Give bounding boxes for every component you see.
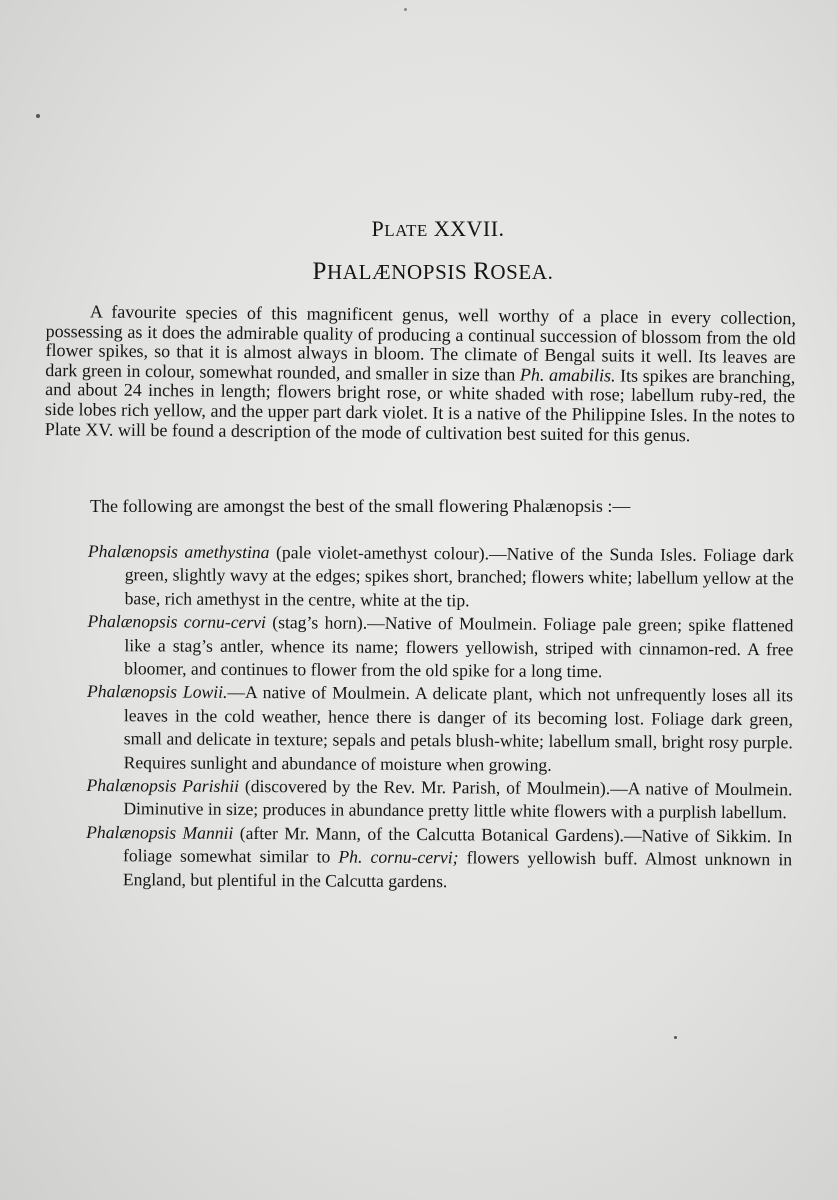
list-lead-line: The following are amongst the best of the small flowering Phalænopsis :— — [90, 496, 631, 516]
species-name: Phalænopsis Mannii — [86, 821, 234, 843]
species-name: Phalænopsis amethystina — [87, 541, 270, 563]
plate-number: XXVII. — [433, 216, 505, 241]
species-name: Phalænopsis Lowii. — [87, 681, 228, 703]
species-heading-initial-2: R — [473, 258, 491, 285]
list-item — [87, 680, 794, 778]
paper-speck — [674, 1036, 677, 1039]
paper-speck — [36, 114, 40, 118]
species-italic-reference: Ph. cornu-cervi; — [338, 846, 459, 868]
plate-heading-initial: P — [371, 216, 385, 241]
list-item — [86, 774, 792, 825]
intro-text-rest: Its spikes are branching, and about 24 inches in length; flowers bright rose, or white shaded with rose; labellum ruby-red, the side lobes rich yellow, and the upper part dark violet. It is a native of the Philippine Isles. In the notes to Plate XV. will be found a description of the mode of cultivation best suited for this genus. — [44, 365, 796, 445]
intro-section — [45, 302, 796, 446]
species-description: (stag’s horn).—Native of Moulmein. Foliage pale green; spike flattened like a stag’s antler, whence its name; flowers yellowish, striped with cinnamon-red. A free bloomer, and continues to flower from the old spike for a long time. — [124, 612, 794, 682]
list-item — [87, 610, 793, 685]
species-name: Phalænopsis cornu-cervi — [87, 611, 266, 633]
species-heading — [0, 258, 837, 286]
species-name: Phalænopsis Parishii — [86, 775, 240, 796]
list-item — [88, 540, 794, 615]
species-description: —A native of Moulmein. A delicate plant, which not unfrequently loses all its leaves in the cold weather, hence there is danger of its becoming lost. Foliage dark green, small and delicate in texture; sepals and petals blush-white; labellum small, bright rosy purple. Requires sunlight and abundance of moisture when growing. — [123, 682, 794, 775]
species-description: (pale violet-amethyst colour).—Native of the Sunda Isles. Foliage dark green, slightly wavy at the edges; spikes short, branched; flowers white; labellum yellow at the base, rich amethyst in the centre, white at the tip. — [124, 542, 794, 611]
intro-paragraph — [45, 302, 796, 446]
plate-heading-smallcaps: LATE — [384, 221, 428, 240]
list-item — [86, 821, 792, 896]
species-description-rest: flowers yellowish buff. Almost unknown in England, but plentiful in the Calcutta gardens. — [122, 847, 793, 891]
species-description: (after Mr. Mann, of the Calcutta Botanical Gardens).—Native of Sikkim. In foliage somewhat similar to — [123, 822, 793, 867]
species-description: (discovered by the Rev. Mr. Parish, of Moulmein).—A native of Moulmein. Diminutive in size; produces in abundance pretty little white flowers with a purplish labellum. — [123, 775, 793, 823]
intro-italic-name: Ph. amabilis. — [519, 364, 616, 386]
species-heading-genus: HALÆNOPSIS — [327, 260, 474, 284]
species-heading-epithet: OSEA. — [490, 260, 554, 284]
plate-heading — [0, 216, 837, 242]
species-heading-initial: P — [312, 258, 328, 285]
species-list — [86, 540, 794, 895]
paper-speck — [404, 8, 407, 11]
intro-text: A favourite species of this magnificent genus, well worthy of a place in every collection, possessing as it does the admirable quality of producing a continual succession of blossom from the old flower spikes, so that it is almost always in bloom. The climate of Bengal suits it well. Its leaves are dark green in colour, somewhat rounded, and smaller in size than — [45, 301, 796, 385]
